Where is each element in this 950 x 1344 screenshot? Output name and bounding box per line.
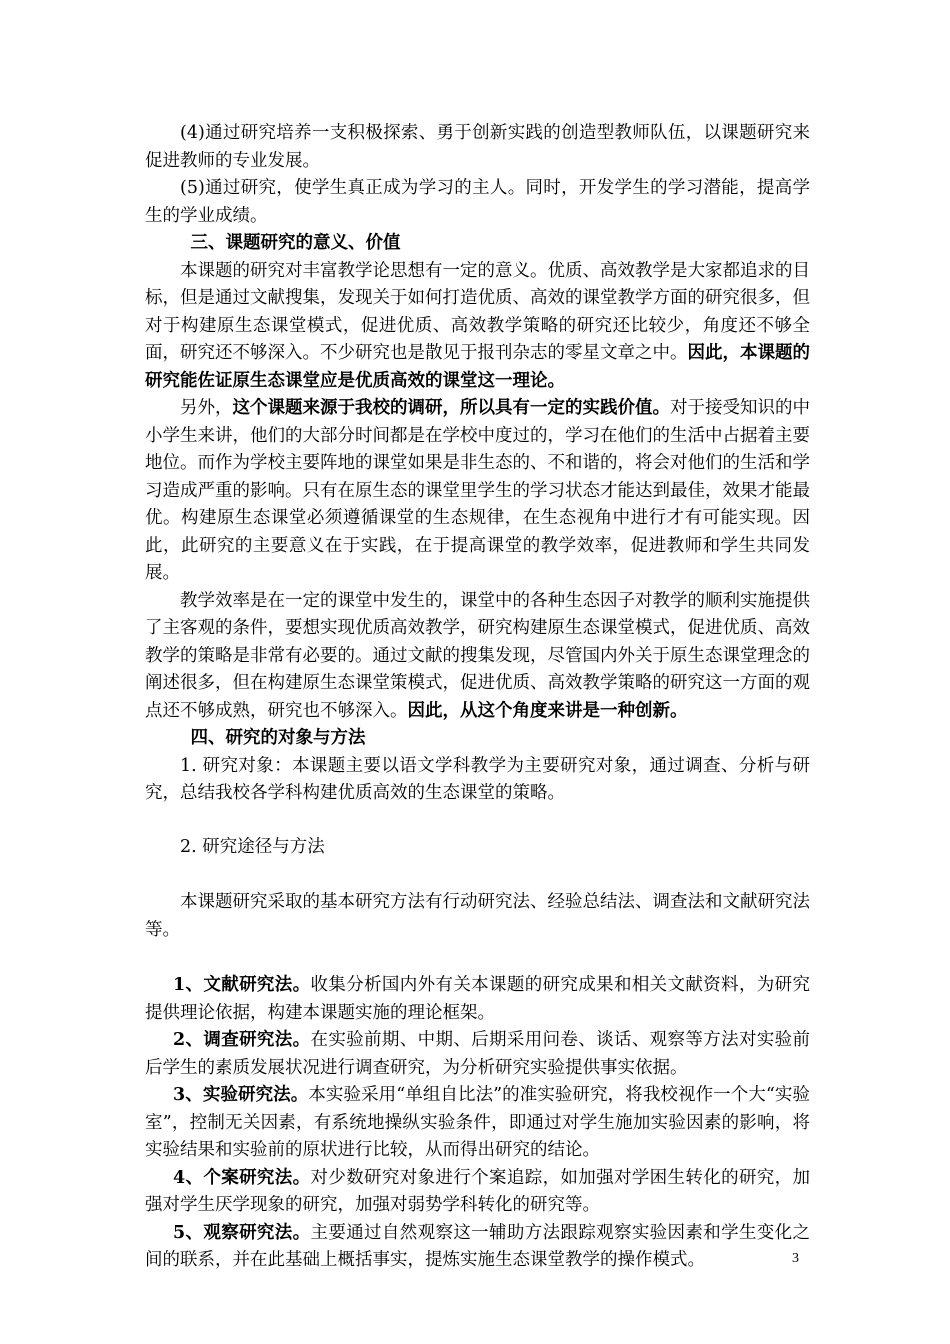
paragraph-significance-1 xyxy=(145,258,810,396)
paragraph-research-object: 1. 研究对象：本课题主要以语文学科教学为主要研究对象，通过调查、分析与研究，总结我校各学科构建优质高效的生态课堂的策略。 xyxy=(145,755,810,803)
page-body xyxy=(145,120,810,1275)
method-text: 本实验采用“单组自比法”的准实验研究，将我校视作一个大“实验室”，控制无关因素，有系统地操纵实验条件，即通过对学生施加实验因素的影响，将实验结果和实验前的原状进行比较，从而得出研究的结论。 xyxy=(145,1085,810,1160)
method-item xyxy=(145,1220,810,1275)
method-item xyxy=(145,1165,810,1220)
method-item xyxy=(145,1027,810,1082)
method-item xyxy=(145,972,810,1027)
paragraph-emphasis: 因此，本课题的研究能佐证原生态课堂应是优质高效的课堂这一理论。 xyxy=(145,343,810,391)
paragraph-research-approach: 2. 研究途径与方法 xyxy=(180,836,325,857)
method-text: 在实验前期、中期、后期采用问卷、谈话、观察等方法对实验前后学生的素质发展状况进行调查研究，为分析研究实验提供事实依据。 xyxy=(145,1030,810,1078)
method-title: 1、文献研究法。 xyxy=(173,975,311,995)
paragraph-emphasis: 因此，从这个角度来讲是一种创新。 xyxy=(407,700,688,721)
method-title: 3、实验研究法。 xyxy=(173,1085,309,1105)
paragraph-goal-4: (4)通过研究培养一支积极探索、勇于创新实践的创造型教师队伍，以课题研究来促进教师的专业发展。 xyxy=(145,123,810,171)
paragraph-research-methods-intro: 本课题研究采取的基本研究方法有行动研究法、经验总结法、调查法和文献研究法等。 xyxy=(145,892,810,940)
paragraph-goal-5: (5)通过研究，使学生真正成为学习的主人。同时，开发学生的学习潜能，提高学生的学业成绩。 xyxy=(145,178,810,226)
method-text: 主要通过自然观察这一辅助方法跟踪观察实验因素和学生变化之间的联系，并在此基础上概括事实，提炼实施生态课堂教学的操作模式。 xyxy=(145,1222,810,1270)
paragraph-significance-3 xyxy=(145,588,810,726)
method-item xyxy=(145,1082,810,1165)
method-text: 收集分析国内外有关本课题的研究成果和相关文献资料，为研究提供理论依据，构建本课题实施的理论框架。 xyxy=(145,975,810,1023)
method-title: 4、个案研究法。 xyxy=(173,1167,311,1188)
section-heading-3: 三、课题研究的意义、价值 xyxy=(190,233,401,253)
page-number: 3 xyxy=(792,1251,799,1266)
paragraph-significance-2 xyxy=(145,395,810,588)
section-heading-4: 四、研究的对象与方法 xyxy=(190,728,366,748)
paragraph-lead: 另外， xyxy=(180,398,233,418)
method-title: 2、调查研究法。 xyxy=(173,1030,311,1050)
paragraph-text: 对于接受知识的中小学生来讲，他们的大部分时间都是在学校中度过的，学习在他们的生活中占据着主要地位。而作为学校主要阵地的课堂如果是非生态的、不和谐的，将会对他们的生活和学习造成严重的影响。只有在原生态的课堂里学生的学习状态才能达到最佳，效果才能最优。构建原生态课堂必须遵循课堂的生态规律，在生态视角中进行才有可能实现。因此，此研究的主要意义在于实践，在于提高课堂的教学效率，促进教师和学生共同发展。 xyxy=(145,398,810,583)
paragraph-text: 教学效率是在一定的课堂中发生的，课堂中的各种生态因子对教学的顺利实施提供了主客观的条件，要想实现优质高效教学，研究构建原生态课堂模式，促进优质、高效教学的策略是非常有必要的。通过文献的搜集发现，尽管国内外关于原生态课堂理念的阐述很多，但在构建原生态课堂策模式，促进优质、高效教学策略的研究这一方面的观点还不够成熟，研究也不够深入。 xyxy=(145,590,810,721)
method-title: 5、观察研究法。 xyxy=(173,1222,311,1243)
paragraph-text: 本课题的研究对丰富教学论思想有一定的意义。优质、高效教学是大家都追求的目标，但是通过文献搜集，发现关于如何打造优质、高效的课堂教学方面的研究很多，但对于构建原生态课堂模式，促进优质、高效教学策略的研究还比较少，角度还不够全面，研究还不够深入。不少研究也是散见于报刊杂志的零星文章之中。 xyxy=(145,260,810,363)
method-text: 对少数研究对象进行个案追踪，如加强对学困生转化的研究，加强对学生厌学现象的研究，加强对弱势学科转化的研究等。 xyxy=(145,1167,810,1215)
paragraph-emphasis: 这个课题来源于我校的调研，所以具有一定的实践价值。 xyxy=(232,398,670,418)
